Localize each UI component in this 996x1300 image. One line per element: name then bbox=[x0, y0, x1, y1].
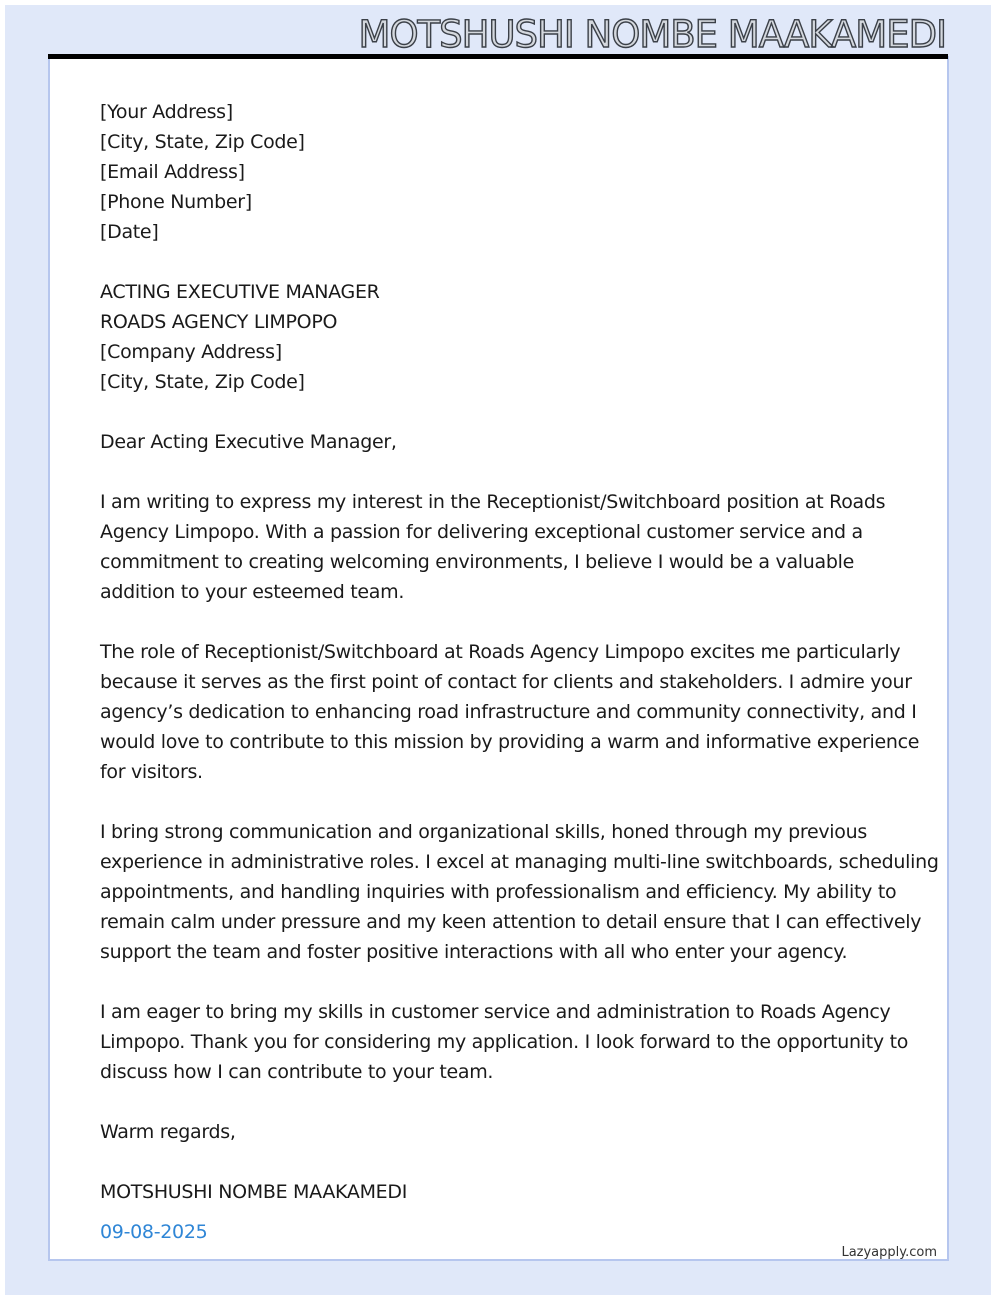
recipient-company: ROADS AGENCY LIMPOPO bbox=[100, 311, 338, 333]
sender-date: [Date] bbox=[100, 221, 159, 243]
paragraph-line: I bring strong communication and organizational skills, honed through my previous bbox=[100, 821, 867, 843]
closing: Warm regards, bbox=[100, 1121, 236, 1143]
paragraph-3 bbox=[100, 817, 939, 967]
letter-body bbox=[100, 97, 939, 1247]
paragraph-line: for visitors. bbox=[100, 761, 203, 783]
sender-phone: [Phone Number] bbox=[100, 191, 252, 213]
sender-city: [City, State, Zip Code] bbox=[100, 131, 305, 153]
footer-brand: Lazyapply.com bbox=[841, 1245, 937, 1260]
paragraph-line: support the team and foster positive interactions with all who enter your agency. bbox=[100, 941, 848, 963]
paragraph-line: agency’s dedication to enhancing road infrastructure and community connectivity, and I bbox=[100, 701, 917, 723]
paragraph-line: I am eager to bring my skills in customer service and administration to Roads Agency bbox=[100, 1001, 891, 1023]
paragraph-line: The role of Receptionist/Switchboard at Roads Agency Limpopo excites me particularly bbox=[100, 641, 901, 663]
paragraph-line: because it serves as the first point of contact for clients and stakeholders. I admire your bbox=[100, 671, 912, 693]
paragraph-2 bbox=[100, 637, 920, 787]
sender-address: [Your Address] bbox=[100, 101, 233, 123]
recipient-city: [City, State, Zip Code] bbox=[100, 371, 305, 393]
paragraph-line: experience in administrative roles. I excel at managing multi-line switchboards, scheduling bbox=[100, 851, 939, 873]
paragraph-line: addition to your esteemed team. bbox=[100, 581, 405, 603]
paragraph-line: Limpopo. Thank you for considering my application. I look forward to the opportunity to bbox=[100, 1031, 909, 1053]
recipient-title: ACTING EXECUTIVE MANAGER bbox=[100, 281, 380, 303]
paragraph-line: I am writing to express my interest in the Receptionist/Switchboard position at Roads bbox=[100, 491, 886, 513]
signature-name: MOTSHUSHI NOMBE MAAKAMEDI bbox=[100, 1181, 408, 1203]
paragraph-1 bbox=[100, 487, 900, 607]
recipient-address: [Company Address] bbox=[100, 341, 282, 363]
paragraph-line: Agency Limpopo. With a passion for delivering exceptional customer service and a bbox=[100, 521, 863, 543]
paragraph-4 bbox=[100, 997, 909, 1087]
paragraph-line: commitment to creating welcoming environments, I believe I would be a valuable bbox=[100, 551, 854, 573]
signed-date: 09-08-2025 bbox=[100, 1221, 208, 1243]
paragraph-line: appointments, and handling inquiries with professionalism and efficiency. My ability to bbox=[100, 881, 897, 903]
paragraph-line: discuss how I can contribute to your team. bbox=[100, 1061, 494, 1083]
paragraph-line: would love to contribute to this mission by providing a warm and informative experience bbox=[100, 731, 920, 753]
paragraph-line: remain calm under pressure and my keen attention to detail ensure that I can effectively bbox=[100, 911, 922, 933]
applicant-name-heading: MOTSHUSHI NOMBE MAAKAMEDI bbox=[358, 13, 946, 56]
sender-email: [Email Address] bbox=[100, 161, 245, 183]
salutation: Dear Acting Executive Manager, bbox=[100, 431, 397, 453]
